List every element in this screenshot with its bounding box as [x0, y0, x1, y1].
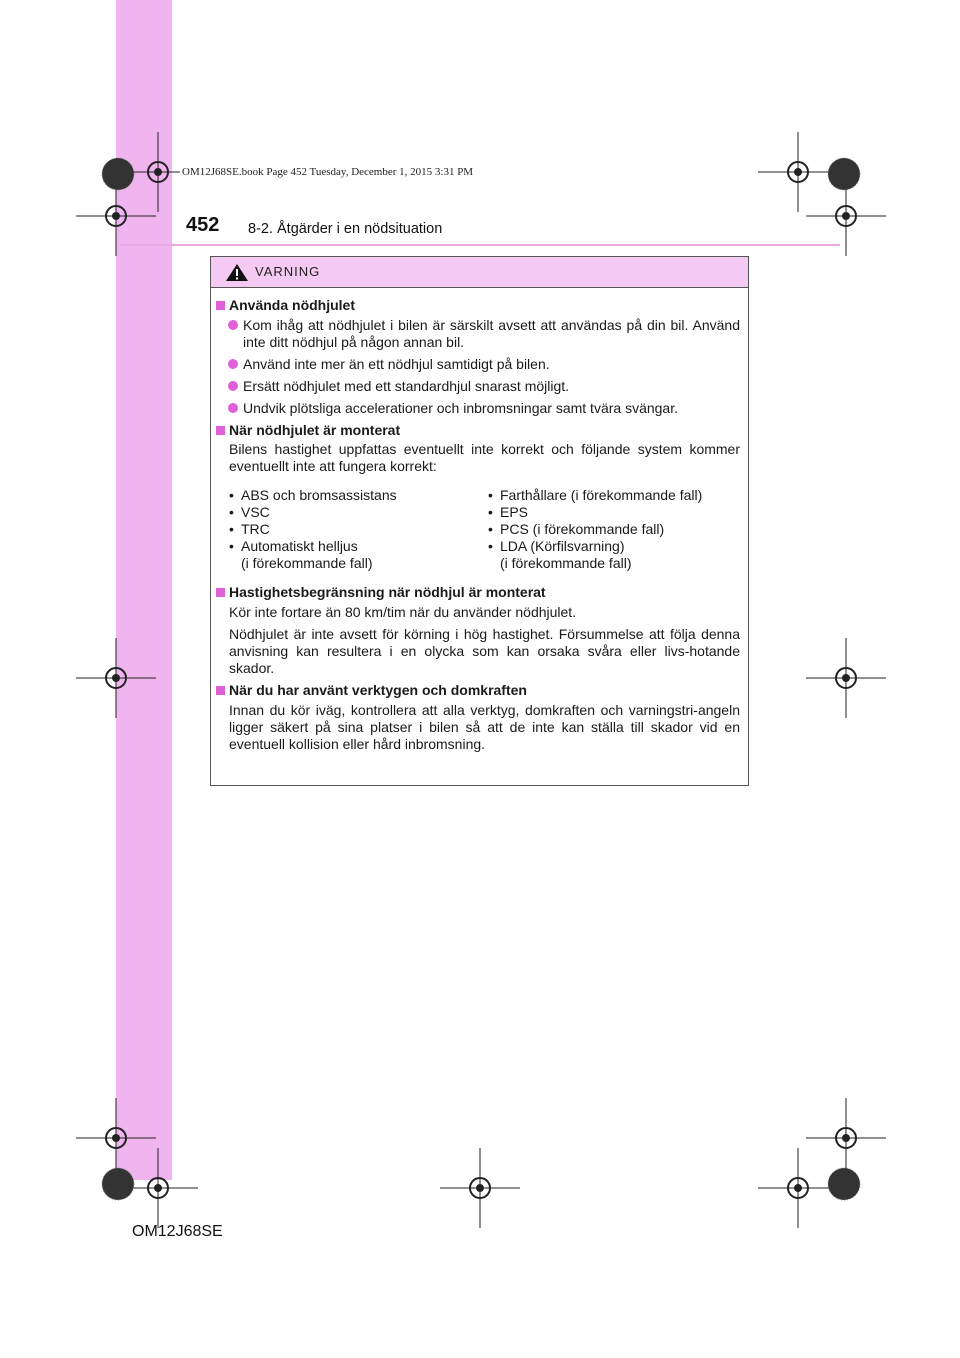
paragraph: Bilens hastighet uppfattas eventuellt inte korrekt och följande system kommer eventuellt inte att fungera korrekt:: [229, 441, 740, 474]
starburst-mark-icon: [100, 156, 136, 192]
footer-code: OM12J68SE: [132, 1223, 223, 1240]
list-item-continuation: (i förekommande fall): [241, 555, 373, 571]
round-bullet-icon: [228, 320, 238, 330]
square-bullet-icon: [216, 426, 225, 435]
section-heading: Hastighetsbegränsning när nödhjul är monterat: [211, 584, 740, 601]
list-item: • VSC: [229, 504, 488, 521]
warning-header: [211, 257, 748, 288]
list-item: • Automatiskt helljus: [229, 538, 488, 555]
square-bullet-icon: [216, 301, 225, 310]
list-item: • TRC: [229, 521, 488, 538]
section-heading: När nödhjulet är monterat: [211, 422, 740, 439]
starburst-mark-icon: [826, 156, 862, 192]
list-item: • PCS (i förekommande fall): [488, 521, 747, 538]
round-bullet-icon: [228, 381, 238, 391]
bullet-item: Undvik plötsliga accelerationer och inbromsningar samt tvära svängar.: [211, 400, 740, 417]
list-item: • Farthållare (i förekommande fall): [488, 487, 747, 504]
paragraph: Nödhjulet är inte avsett för körning i hög hastighet. Försummelse att följa denna anvisning kan resultera i en olycka som kan orsaka svåra eller livs-hotande skador.: [229, 626, 740, 676]
square-bullet-icon: [216, 588, 225, 597]
square-bullet-icon: [216, 686, 225, 695]
system-list: [211, 487, 748, 572]
warning-triangle-icon: [225, 263, 249, 282]
bullet-item: Använd inte mer än ett nödhjul samtidigt på bilen.: [211, 356, 740, 373]
system-list-right: [488, 487, 747, 572]
warning-content: [211, 297, 748, 753]
round-bullet-icon: [228, 359, 238, 369]
list-item: • EPS: [488, 504, 747, 521]
round-bullet-icon: [228, 403, 238, 413]
warning-box: [210, 256, 749, 786]
section-heading: Använda nödhjulet: [211, 297, 740, 314]
list-item: • ABS och bromsassistans: [229, 487, 488, 504]
bullet-item: Ersätt nödhjulet med ett standardhjul snarast möjligt.: [211, 378, 740, 395]
warning-title: VARNING: [255, 264, 321, 279]
list-item-continuation: (i förekommande fall): [500, 555, 632, 571]
header-divider: [120, 244, 840, 246]
paragraph: Kör inte fortare än 80 km/tim när du använder nödhjulet.: [229, 604, 577, 620]
page-number: 452: [186, 214, 220, 236]
list-item: • LDA (Körfilsvarning): [488, 538, 747, 555]
section-heading: När du har använt verktygen och domkraften: [211, 682, 740, 699]
print-header: OM12J68SE.book Page 452 Tuesday, December 1, 2015 3:31 PM: [182, 166, 474, 178]
registration-mark-icon: [440, 1148, 520, 1228]
section-title: 8-2. Åtgärder i en nödsituation: [248, 221, 443, 237]
starburst-mark-icon: [826, 1166, 862, 1202]
system-list-left: [229, 487, 488, 572]
bullet-item: Kom ihåg att nödhjulet i bilen är särskilt avsett att användas på din bil. Använd inte ditt nödhjul på någon annan bil.: [211, 317, 740, 351]
registration-mark-icon: [76, 638, 156, 718]
paragraph: Innan du kör iväg, kontrollera att alla verktyg, domkraften och varningstri-angeln ligger säkert på sina platser i bilen så att de inte kan ställa till skador vid en eventuell kollision eller hård inbromsning.: [229, 702, 740, 752]
registration-mark-icon: [806, 638, 886, 718]
starburst-mark-icon: [100, 1166, 136, 1202]
